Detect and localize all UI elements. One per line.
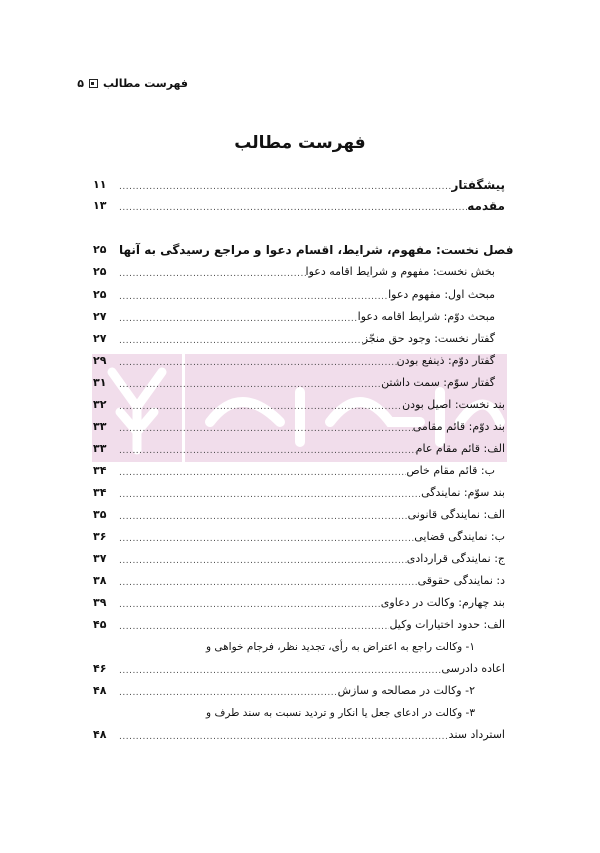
toc-page-number: ۳۴ — [93, 464, 107, 477]
toc-page-number: ۱۳ — [93, 199, 107, 212]
toc-leader-dots — [119, 730, 449, 744]
toc-page-number: ۲۵ — [93, 265, 107, 278]
toc-entry[interactable] — [93, 572, 505, 590]
toc-entry-continued[interactable] — [93, 638, 505, 656]
toc-entry-title: استرداد سند — [448, 728, 505, 741]
toc-page-number: ۲۵ — [93, 288, 107, 301]
toc-page-number: ۳۸ — [93, 574, 107, 587]
toc-leader-dots — [119, 466, 406, 480]
toc-entry-title: گفتار دوّم: ذینفع بودن — [396, 354, 495, 367]
toc-leader-dots — [119, 334, 363, 348]
toc-entry-title: ۲- وکالت در مصالحه و سازش — [337, 684, 475, 697]
toc-page-number: ۳۳ — [93, 442, 107, 455]
toc-entry[interactable] — [93, 528, 505, 546]
toc-entry[interactable] — [93, 176, 505, 194]
running-header — [77, 77, 188, 90]
toc-entry-title: اعاده دادرسی — [441, 662, 505, 675]
toc-entry[interactable] — [93, 396, 505, 414]
toc-entry-title: بند دوّم: قائم مقامی — [412, 420, 505, 433]
toc-leader-dots — [119, 180, 451, 194]
toc-entry-title: گفتار سوّم: سمت داشتن — [381, 376, 495, 389]
toc-entry[interactable] — [93, 352, 505, 370]
toc-entry[interactable] — [93, 726, 505, 744]
toc-entry-title: بخش نخست: مفهوم و شرایط اقامه دعوا — [305, 265, 495, 278]
toc-entry-title: ب: قائم مقام خاص — [406, 464, 495, 477]
toc-page-number: ۴۶ — [93, 662, 107, 675]
toc-leader-dots — [119, 664, 441, 678]
toc-entry-title: ۳- وکالت در ادعای جعل یا انکار و تردید نسبت به سند طرف و — [206, 707, 475, 719]
toc-entry-title: گفتار نخست: وجود حق منجّز — [362, 332, 495, 345]
toc-entry[interactable] — [93, 484, 505, 502]
toc-entry-title: ۱- وکالت راجع به اعتراض به رأی، تجدید نظر، فرجام خواهی و — [205, 641, 475, 653]
toc-entry-title: مبحث دوّم: شرایط اقامه دعوا — [357, 310, 495, 323]
toc-leader-dots — [119, 201, 467, 215]
toc-leader-dots — [119, 598, 381, 612]
toc-page-number: ۲۷ — [93, 310, 107, 323]
toc-page-number: ۳۵ — [93, 508, 107, 521]
toc-entry[interactable] — [93, 440, 505, 458]
toc-leader-dots — [119, 532, 414, 546]
toc-leader-dots — [119, 422, 413, 436]
toc-entry[interactable] — [93, 197, 505, 215]
toc-page-number: ۳۶ — [93, 530, 107, 543]
toc-page-number: ۲۵ — [93, 243, 107, 256]
toc-entry[interactable] — [93, 660, 505, 678]
toc-page-number: ۴۸ — [93, 684, 107, 697]
toc-page-number: ۴۵ — [93, 618, 107, 631]
toc-page-number: ۴۸ — [93, 728, 107, 741]
toc-entry-title: د: نمایندگی حقوقی — [417, 574, 505, 587]
toc-entry-title: بند نخست: اصیل بودن — [402, 398, 505, 411]
toc-entry[interactable] — [93, 506, 505, 524]
toc-entry[interactable] — [93, 550, 505, 568]
toc-leader-dots — [119, 290, 388, 304]
toc-page-number: ۳۷ — [93, 552, 107, 565]
toc-leader-dots — [119, 400, 402, 414]
toc-entry[interactable] — [93, 263, 505, 281]
toc-leader-dots — [119, 312, 358, 326]
toc-entry[interactable] — [93, 616, 505, 634]
toc-page-number: ۳۲ — [93, 398, 107, 411]
toc-entry[interactable] — [93, 330, 505, 348]
toc-leader-dots — [119, 620, 389, 634]
toc-entry-title: مبحث اول: مفهوم دعوا — [388, 288, 495, 301]
toc-entry-continued[interactable] — [93, 704, 505, 722]
toc-entry[interactable] — [93, 594, 505, 612]
toc-entry[interactable] — [93, 682, 505, 700]
toc-leader-dots — [119, 488, 421, 502]
running-header-title: فهرست مطالب — [102, 77, 188, 90]
toc-entry-title: الف: حدود اختیارات وکیل — [389, 618, 505, 631]
toc-entry-title: الف: نمایندگی قانونی — [407, 508, 505, 521]
toc-leader-dots — [119, 444, 416, 458]
toc-page-number: ۳۳ — [93, 420, 107, 433]
toc-page-number: ۳۴ — [93, 486, 107, 499]
page-title: فهرست مطالب — [234, 133, 366, 153]
toc-leader-dots — [119, 554, 407, 568]
toc-entry-title: بند چهارم: وکالت در دعاوی — [380, 596, 505, 609]
toc-leader-dots — [119, 510, 408, 524]
header-square-icon — [89, 79, 98, 88]
toc-leader-dots — [119, 267, 306, 281]
toc-entry-title: مقدمه — [467, 199, 505, 213]
toc-entry[interactable] — [93, 308, 505, 326]
toc-page-number: ۲۷ — [93, 332, 107, 345]
toc-leader-dots — [119, 686, 338, 700]
toc-entry[interactable] — [93, 286, 505, 304]
toc-entry-title: ب: نمایندگی قضایی — [414, 530, 505, 543]
toc-entry-title: الف: قائم مقام عام — [415, 442, 505, 455]
toc-leader-dots — [119, 356, 397, 370]
running-header-page: ۵ — [77, 77, 84, 90]
toc-entry[interactable] — [93, 241, 514, 259]
toc-entry[interactable] — [93, 462, 505, 480]
toc-page-number: ۱۱ — [93, 178, 107, 191]
toc-entry-title: ج: نمایندگی قراردادی — [406, 552, 505, 565]
toc-entry[interactable] — [93, 418, 505, 436]
toc-leader-dots — [119, 576, 418, 590]
toc-entry-title: پیشگفتار — [451, 178, 505, 192]
toc-page-number: ۲۹ — [93, 354, 107, 367]
toc-entry-title: فصل نخست: مفهوم، شرایط، اقسام دعوا و مراجع رسیدگی به آنها — [119, 243, 514, 257]
toc-entry[interactable] — [93, 374, 505, 392]
toc-page-number: ۳۱ — [93, 376, 107, 389]
toc-leader-dots — [119, 378, 381, 392]
toc-entry-title: بند سوّم: نمایندگی — [421, 486, 505, 499]
toc-page-number: ۳۹ — [93, 596, 107, 609]
